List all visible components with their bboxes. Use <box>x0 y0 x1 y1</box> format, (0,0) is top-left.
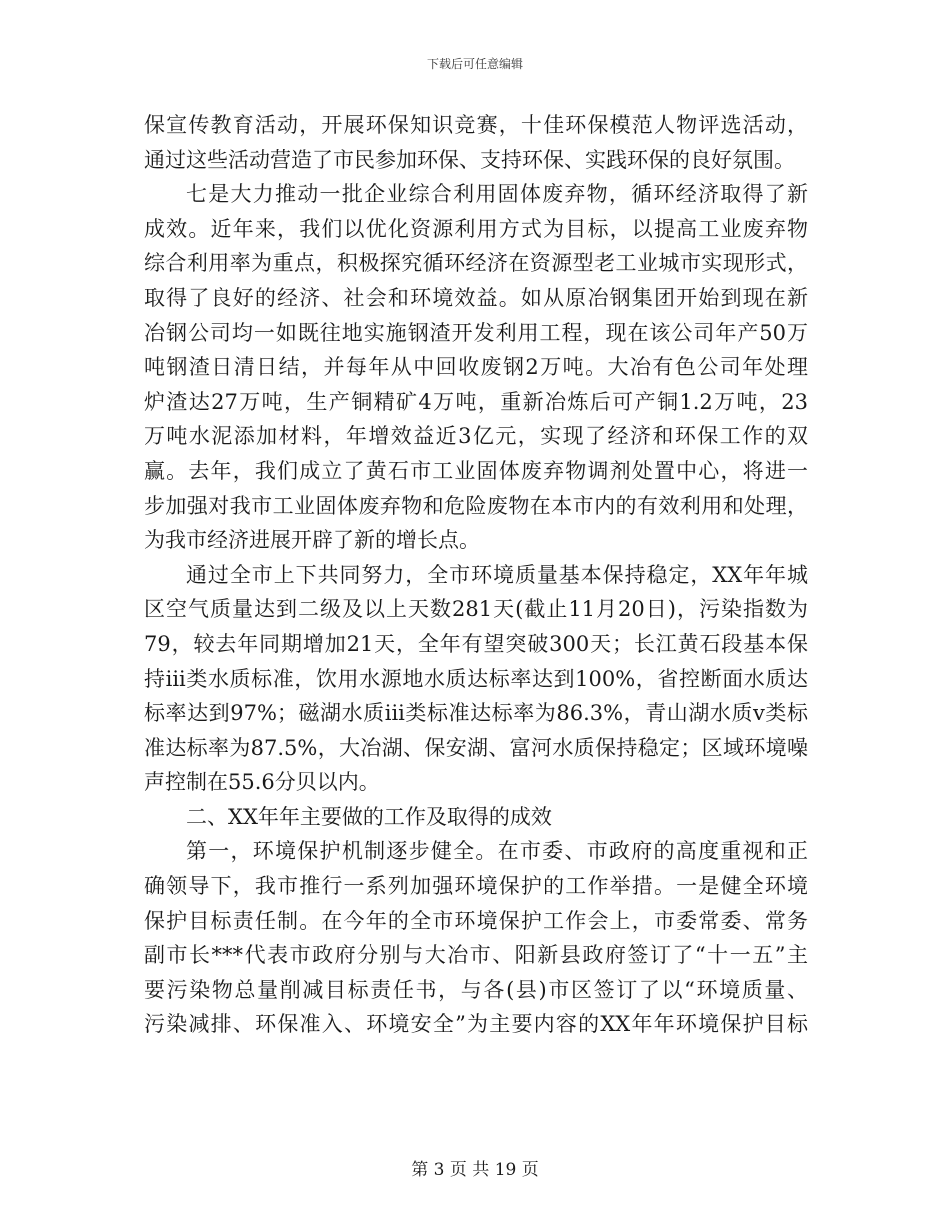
text-line: 通过全市上下共同努力，全市环境质量基本保持稳定，XX年年城 <box>186 562 808 587</box>
text-line: 冶钢公司均一如既往地实施钢渣开发利用工程，现在该公司年产50万 <box>144 320 808 345</box>
text-line: 炉渣达27万吨，生产铜精矿4万吨，重新冶炼后可产铜1.2万吨，23 <box>144 389 808 414</box>
text-line: 79，较去年同期增加21天，全年有望突破300天；长江黄石段基本保 <box>144 631 808 656</box>
text-line: 通过这些活动营造了市民参加环保、支持环保、实践环保的良好氛围。 <box>144 147 795 172</box>
text-line: 综合利用率为重点，积极探究循环经济在资源型老工业城市实现形式， <box>144 251 808 276</box>
text-line: 准达标率为87.5%，大冶湖、保安湖、富河水质保持稳定；区域环境噪 <box>144 735 808 760</box>
text-line: 声控制在55.6分贝以内。 <box>144 770 380 795</box>
text-line: 保宣传教育活动，开展环保知识竞赛，十佳环保模范人物评选活动， <box>144 113 808 137</box>
text-line: 成效。近年来，我们以优化资源利用方式为目标，以提高工业废弃物 <box>144 216 808 241</box>
text-line: 第一，环境保护机制逐步健全。在市委、市政府的高度重视和正 <box>186 839 808 864</box>
text-line: 持iii类水质标准，饮用水源地水质达标率达到100%，省控断面水质达 <box>144 666 808 691</box>
document-body <box>144 108 808 1042</box>
text-line: 吨钢渣日清日结，并每年从中回收废钢2万吨。大冶有色公司年处理 <box>144 355 808 380</box>
page-number: 第 3 页 共 19 页 <box>411 1160 539 1180</box>
page-header: 下载后可任意编辑 <box>426 57 523 71</box>
text-line: 赢。去年，我们成立了黄石市工业固体废弃物调剂处置中心，将进一 <box>144 458 808 483</box>
text-line: 区空气质量达到二级及以上天数281天(截止11月20日)，污染指数为 <box>144 597 808 622</box>
text-line: 标率达到97%；磁湖水质iii类标准达标率为86.3%，青山湖水质v类标 <box>144 701 808 726</box>
text-line: 为我市经济进展开辟了新的增长点。 <box>144 528 480 553</box>
text-line: 保护目标责任制。在今年的全市环境保护工作会上，市委常委、常务 <box>144 908 808 933</box>
text-line: 要污染物总量削减目标责任书，与各(县)市区签订了以“环境质量、 <box>144 977 808 1002</box>
text-line: 万吨水泥添加材料，年增效益近3亿元，实现了经济和环保工作的双 <box>144 424 808 449</box>
text-line: 二、XX年年主要做的工作及取得的成效 <box>186 804 552 829</box>
text-line: 取得了良好的经济、社会和环境效益。如从原冶钢集团开始到现在新 <box>144 285 808 310</box>
text-line: 七是大力推动一批企业综合利用固体废弃物，循环经济取得了新 <box>186 182 808 207</box>
text-line: 污染减排、环保准入、环境安全”为主要内容的XX年年环境保护目标 <box>144 1012 808 1037</box>
text-line: 步加强对我市工业固体废弃物和危险废物在本市内的有效利用和处理， <box>144 493 808 518</box>
text-line: 副市长***代表市政府分别与大冶市、阳新县政府签订了“十一五”主 <box>144 943 808 968</box>
text-line: 确领导下，我市推行一系列加强环境保护的工作举措。一是健全环境 <box>144 874 808 899</box>
